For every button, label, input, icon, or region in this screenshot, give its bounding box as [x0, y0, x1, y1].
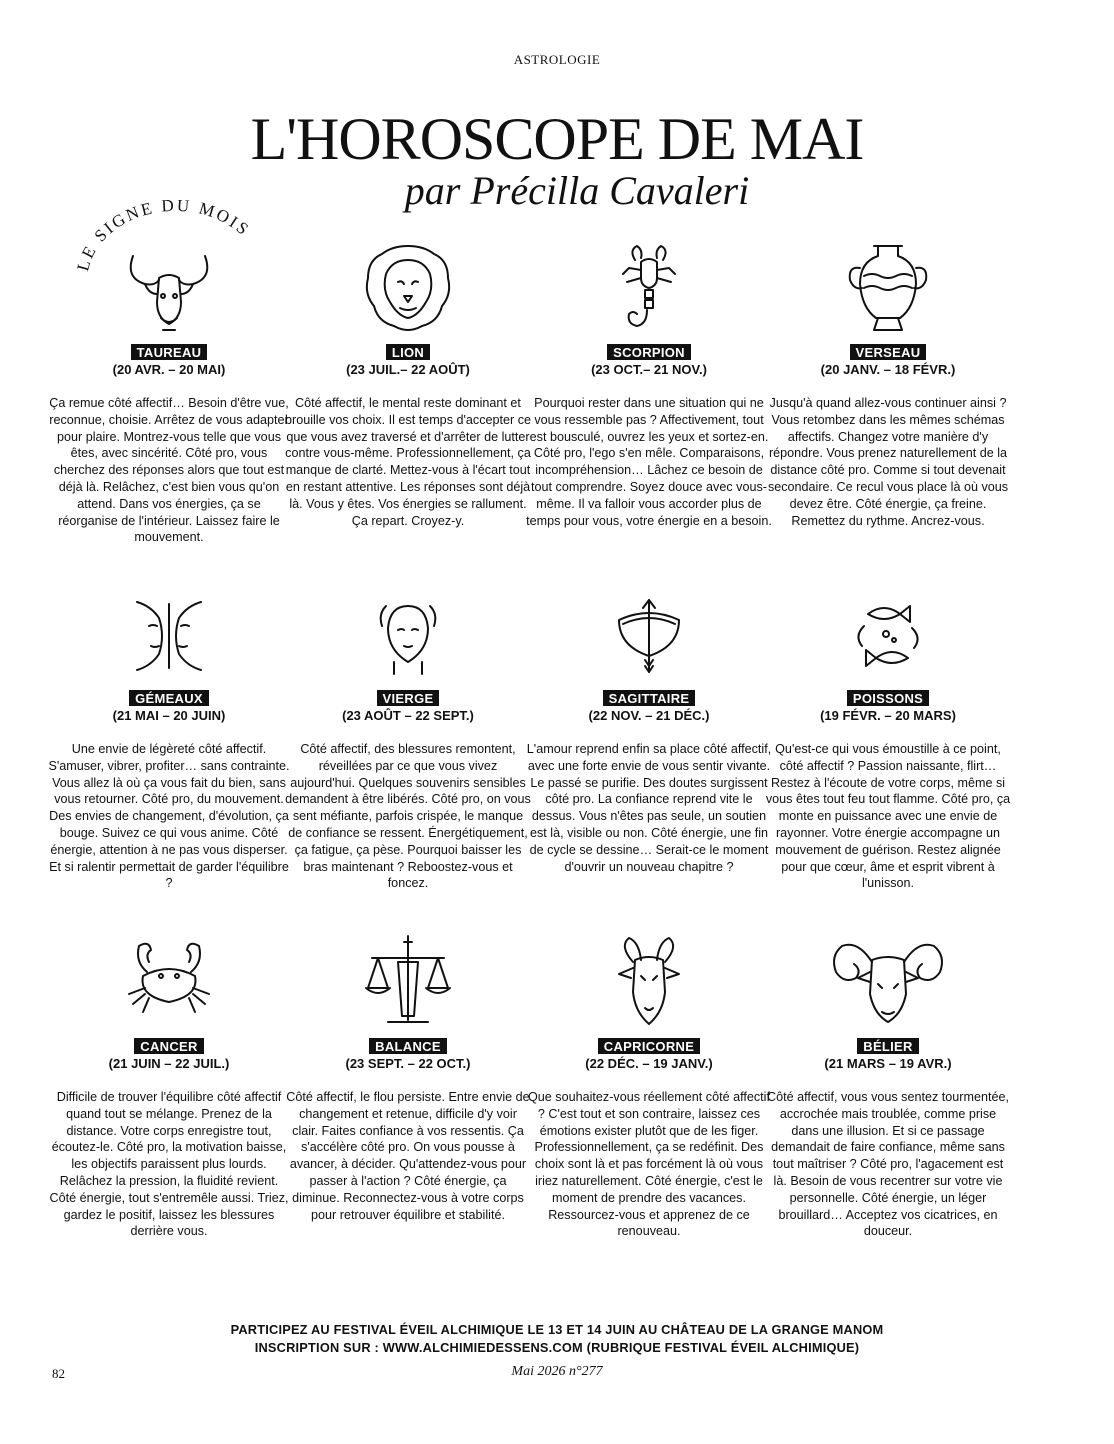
sign-text: Côté affectif, le mental reste dominant et brouille vos choix. Il est temps d'accepter ce que vous avez traversé et d'arrêter de lutter contre vous-même. Professionnellement, ça manque de clarté. Mettez-vous à l'écart tout en restant attentive. Les réponses sont déjà là. Vous y êtes. Vos énergies se rallument. Ça repart. Croyez-y. [285, 396, 531, 528]
sign-name: LION [386, 344, 430, 360]
sign-name: SAGITTAIRE [603, 690, 696, 706]
sign-card-taureau [44, 238, 294, 546]
sign-dates: (21 MAI – 20 JUIN) [112, 708, 226, 723]
rubric: ASTROLOGIE [513, 52, 601, 67]
page-title: L'HOROSCOPE DE MAI [250, 106, 864, 172]
amphora-icon [838, 238, 938, 338]
lion-icon [358, 238, 458, 338]
sign-text: Jusqu'à quand allez-vous continuer ainsi ? Vous retombez dans les mêmes schémas affectifs. Changez votre manière d'y répondre. Vous prenez naturellement de la distance côté pro. Comme si tout devenait secondaire. Ce recul vous place là où vous devez être. Côté énergie, ça freine. Remettez du rythme. Ancrez-vous. [767, 396, 1009, 528]
sign-name: VIERGE [377, 690, 440, 706]
sign-card-gemeaux [44, 596, 294, 892]
sign-text: Pourquoi rester dans une situation qui ne vous ressemble pas ? Affectivement, tout est bousculé, ouvrez les yeux et sortez-en. Côté pro, l'ego s'en mêle. Comparaisons, incompréhension… Lâchez ce besoin de tout comprendre. Soyez douce avec vous-même. Il va falloir vous accorder plus de temps pour vous, votre énergie en a besoin. [526, 396, 772, 528]
sign-card-verseau [763, 238, 1013, 529]
sign-of-month-text: LE SIGNE DU MOIS [73, 200, 254, 274]
registration-line: INSCRIPTION SUR : WWW.ALCHIMIEDESSENS.COM (RUBRIQUE FESTIVAL ÉVEIL ALCHIMIQUE) [254, 1340, 860, 1355]
sign-card-scorpion [524, 238, 774, 529]
sign-card-poissons [763, 596, 1013, 892]
sign-text: Que souhaitez-vous réellement côté affectif ? C'est tout et son contraire, laissez ces émotions exister plutôt que de les figer. Professionnellement, ça se redéfinit. Des choix sont là et pas forcément là où vous iriez naturellement. Côté énergie, c'est le moment de prendre des vacances. Ressourcez-vous et apprenez de ce renouveau. [528, 1090, 770, 1239]
sign-dates: (21 MARS – 19 AVR.) [824, 1056, 952, 1071]
twins-icon [129, 596, 209, 676]
sign-text: L'amour reprend enfin sa place côté affectif, avec une forte envie de vous sentir vivante. Le passé se purifie. Des doutes surgissent côté pro. La confiance reprend vite le dessus. Vous n'êtes pas seule, un soutien est là, visible ou non. Côté énergie, une fin de cycle se dessine… Serait-ce le moment d'ouvrir un nouveau chapitre ? [526, 742, 772, 874]
sign-text: Côté affectif, vous vous sentez tourmentée, accrochée mais troublée, comme prise dans une illusion. Et si ce passage demandait de faire confiance, même sans tout maîtriser ? Côté pro, l'agacement est là. Besoin de vous recentrer sur votre vie personnelle. Côté énergie, un léger brouillard… Acceptez vos cicatrices, en douceur. [767, 1090, 1009, 1239]
bow-arrow-icon [609, 596, 689, 676]
crab-icon [119, 932, 219, 1032]
sign-name: GÉMEAUX [129, 690, 209, 706]
sign-text: Qu'est-ce qui vous émoustille à ce point, côté affectif ? Passion naissante, flirt… Restez à l'écoute de votre corps, même si vous êtes tout feu tout flamme. Côté pro, ça monte en puissance avec une envie de rayonner. Votre énergie accompagne un mouvement de guérison. Restez alignée pour que cœur, âme et esprit vibrent à l'unisson. [765, 742, 1011, 891]
sign-text: Difficile de trouver l'équilibre côté affectif quand tout se mélange. Prenez de la distance. Votre corps enregistre tout, écoutez-le. Côté pro, la motivation baisse, les objectifs paraissent plus lourds. Relâchez la pression, la fluidité revient. Côté énergie, tout s'entremêle aussi. Triez, gardez le positif, laissez les blessures derrière vous. [49, 1090, 289, 1239]
sign-text: Une envie de légèreté côté affectif. S'amuser, vibrer, profiter… sans contrainte. Vous allez là où ça vous fait du bien, sans vous retourner. Côté pro, du mouvement. Des envies de changement, d'évolution, ça bouge. Suivez ce qui vous anime. Côté énergie, attention à ne pas vous disperser. Et si ralentir permettait de garder l'équilibre ? [48, 742, 290, 891]
sign-dates: (22 DÉC. – 19 JANV.) [585, 1056, 713, 1071]
sign-card-belier [763, 932, 1013, 1240]
scales-icon [358, 932, 458, 1032]
sign-dates: (21 JUIN – 22 JUIL.) [108, 1056, 230, 1071]
sign-card-lion [283, 238, 533, 529]
festival-announcement [0, 1321, 1114, 1357]
sign-dates: (23 AOÛT – 22 SEPT.) [342, 708, 474, 723]
bull-icon [119, 238, 219, 338]
sign-name: POISSONS [847, 690, 929, 706]
sign-name: TAUREAU [131, 344, 208, 360]
sign-text: Côté affectif, des blessures remontent, réveillées par ce que vous vivez aujourd'hui. Quelques souvenirs sensibles demandent à être libérés. Côté pro, on vous sent méfiante, parfois crispée, le manque de confiance se ressent. Énergétiquement, ça fatigue, ça pèse. Pourquoi baisser les bras maintenant ? Reboostez-vous et foncez. [285, 742, 531, 891]
sign-dates: (23 OCT.– 21 NOV.) [591, 362, 707, 377]
goat-icon [599, 932, 699, 1032]
festival-line: PARTICIPEZ AU FESTIVAL ÉVEIL ALCHIMIQUE LE 13 ET 14 JUIN AU CHÂTEAU DE LA GRANGE MANOM [230, 1322, 884, 1337]
scorpion-icon [599, 238, 699, 338]
sign-dates: (22 NOV. – 21 DÉC.) [588, 708, 710, 723]
sign-name: CAPRICORNE [598, 1038, 700, 1054]
sign-name: BÉLIER [857, 1038, 918, 1054]
sign-text: Côté affectif, le flou persiste. Entre envie de changement et retenue, difficile d'y voir clair. Faites confiance à vos ressentis. Ça s'accélère côté pro. On vous pousse à avancer, à décider. Qu'attendez-vous pour passer à l'action ? Côté énergie, ça diminue. Reconnectez-vous à votre corps pour retrouver équilibre et stabilité. [286, 1090, 530, 1222]
sign-card-vierge [283, 596, 533, 892]
sign-dates: (23 SEPT. – 22 OCT.) [345, 1056, 471, 1071]
sign-card-sagittaire [524, 596, 774, 875]
sign-name: VERSEAU [850, 344, 927, 360]
issue-label: Mai 2026 n°277 [511, 1364, 603, 1379]
byline: par Précilla Cavaleri [404, 168, 750, 213]
sign-card-balance [283, 932, 533, 1223]
ram-icon [828, 932, 948, 1032]
sign-text: Ça remue côté affectif… Besoin d'être vue, reconnue, choisie. Arrêtez de vous adapter pour plaire. Montrez-vous telle que vous êtes, avec sincérité. Côté pro, vous cherchez des réponses alors que tout est déjà là. Relâchez, c'est bien vous qu'on attend. Dans vos énergies, ça se réorganise de l'intérieur. Laissez faire le mouvement. [49, 396, 289, 545]
sign-dates: (20 AVR. – 20 MAI) [112, 362, 226, 377]
sign-card-capricorne [524, 932, 774, 1240]
fish-icon [848, 596, 928, 676]
page-number: 82 [52, 1366, 65, 1381]
sign-dates: (19 FÉVR. – 20 MARS) [820, 708, 956, 723]
sign-dates: (23 JUIL.– 22 AOÛT) [346, 362, 470, 377]
sign-dates: (20 JANV. – 18 FÉVR.) [820, 362, 956, 377]
sign-name: BALANCE [369, 1038, 447, 1054]
sign-name: SCORPION [607, 344, 691, 360]
virgin-icon [368, 596, 448, 676]
sign-card-cancer [44, 932, 294, 1240]
sign-name: CANCER [134, 1038, 203, 1054]
